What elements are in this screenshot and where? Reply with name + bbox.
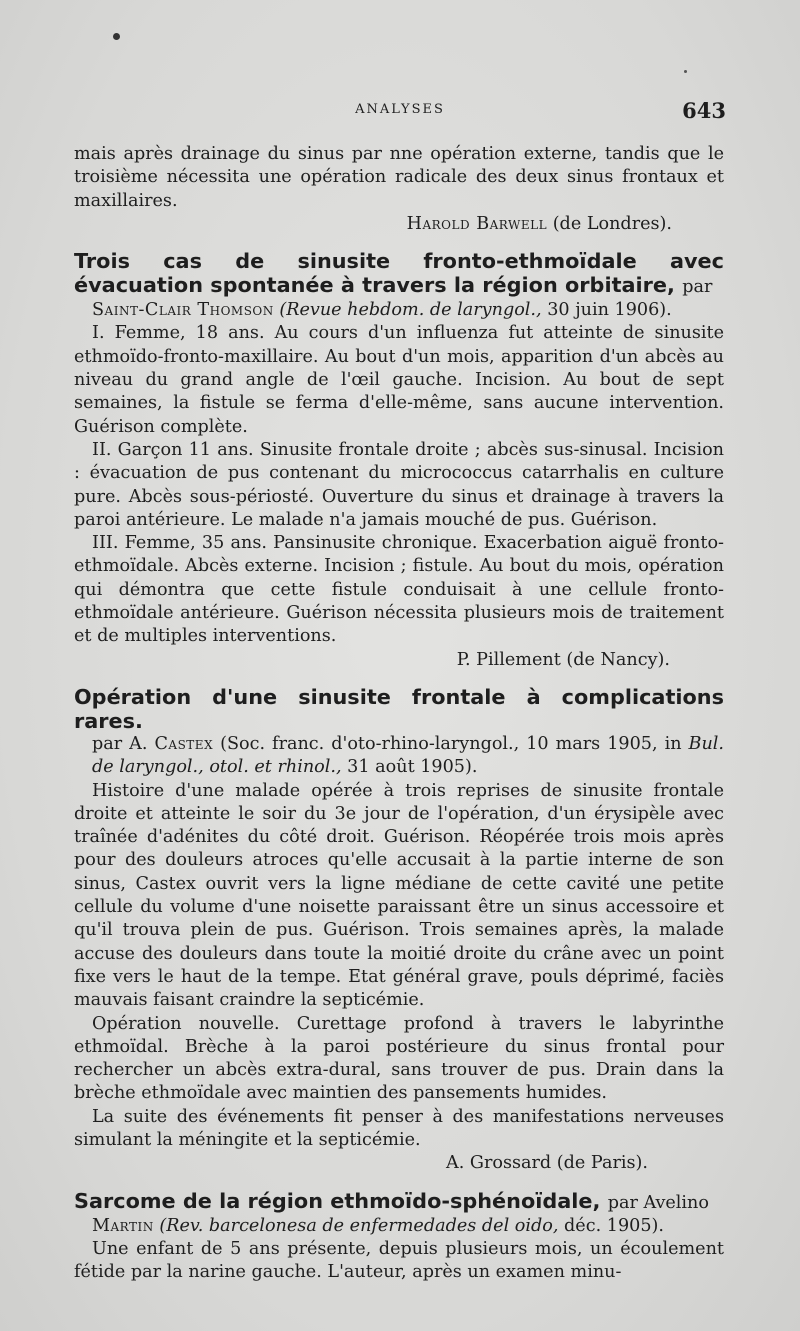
article-continuation — [74, 143, 724, 236]
running-head: ANALYSES — [355, 102, 445, 117]
signature — [74, 1152, 724, 1175]
citation-author: Martin — [92, 1215, 154, 1236]
signature-place: (de Nancy). — [566, 649, 670, 670]
citation-journal: Bul. de laryngol., otol. et rhinol., — [92, 733, 725, 778]
signature-place: (de Londres). — [552, 213, 672, 234]
page-header — [74, 98, 726, 124]
citation — [74, 299, 724, 322]
citation-source: (Soc. franc. d'oto-rhino-laryngol., 10 mars 1905, in — [220, 733, 682, 754]
article-trois-cas — [74, 249, 724, 672]
article-title: Opération d'une sinusite frontale à complications rares. — [74, 684, 724, 733]
citation-author: Castex — [154, 733, 214, 754]
paragraph-1: Histoire d'une malade opérée à trois reprises de sinusite frontale droite et atteinte le soir du 3e jour de l'opération, d'un érysipèle avec traînée d'adénites du côté droit. Guérison. Réopérée trois mois après pour des douleurs atroces qu'elle accusait à la partie interne de son sinus, Castex ouvrit vers la ligne médiane de cette cavité une petite cellule du volume d'une noisette paraissant être un sinus accessoire et qu'il trouva plein de pus. Guérison. Trois semaines après, la malade accuse des douleurs dans toute la moitié droite du crâne avec un point fixe vers le haut de la tempe. Etat général grave, pouls déprimé, faciès mauvais faisant craindre la septicémie. — [74, 780, 724, 1011]
continuation-text: mais après drainage du sinus par nne opération externe, tandis que le troisième nécessita une opération radicale des deux sinus frontaux et maxillaires. — [74, 144, 724, 211]
signature-place: (de Paris). — [556, 1153, 648, 1174]
ink-speck — [684, 70, 687, 73]
page-content — [74, 143, 724, 1284]
paragraph-2: Opération nouvelle. Curettage profond à travers le labyrinthe ethmoïdal. Brèche à la paroi postérieure du sinus frontal pour rechercher un abcès extra-dural, sans trouver de pus. Drain dans la brèche ethmoïdale avec maintien des pansements humides. — [74, 1013, 724, 1104]
title-par: par — [682, 277, 713, 298]
ink-dot — [113, 33, 120, 40]
article-title — [74, 1189, 724, 1215]
citation-date: 30 juin 1906). — [547, 300, 672, 321]
citation-journal: (Rev. barcelonesa de enfermedades del oido, — [159, 1215, 559, 1236]
title-par: par Avelino — [607, 1192, 709, 1213]
case-2: II. Garçon 11 ans. Sinusite frontale droite ; abcès sus-sinusal. Incision : évacuation de pus contenant du micrococcus catarrhalis en culture pure. Abcès sous-périosté. Ouverture du sinus et drainage à travers la paroi antérieure. Le malade n'a jamais mouché de pus. Guérison. — [74, 439, 724, 530]
signature-author: P. Pillement — [456, 649, 561, 670]
citation-journal: (Revue hebdom. de laryngol., — [279, 300, 542, 321]
case-1: I. Femme, 18 ans. Au cours d'un influenza fut atteinte de sinusite ethmoïdo-fronto-maxillaire. Au bout d'un mois, apparition d'un abcès au niveau du grand angle de l'œil gauche. Incision. Au bout de sept semaines, la fistule se ferma d'elle-même, sans aucune intervention. Guérison complète. — [74, 323, 724, 437]
page-number: 643 — [682, 98, 726, 123]
title-text: Sarcome de la région ethmoïdo-sphénoïdale, — [74, 1188, 601, 1213]
title-text: Trois cas de sinusite fronto-ethmoïdale avec évacuation spontanée à travers la région orbitaire, — [74, 249, 724, 298]
citation — [74, 733, 724, 780]
article-operation — [74, 685, 724, 1176]
signature — [74, 213, 724, 236]
article-sarcome — [74, 1189, 724, 1285]
citation-date: 31 août 1905). — [347, 757, 478, 778]
case-3: III. Femme, 35 ans. Pansinusite chronique. Exacerbation aiguë fronto-ethmoïdale. Abcès externe. Incision ; fistule. Au bout du mois, opération qui démontra que cette fistule conduisait à une cellule fronto-ethmoïdale antérieure. Guérison nécessita plusieurs mois de traitement et de multiples interventions. — [74, 533, 724, 647]
citation — [74, 1215, 724, 1238]
citation-date: déc. 1905). — [564, 1215, 664, 1236]
signature-author: Harold Barwell — [406, 213, 548, 234]
citation-par: par A. — [92, 733, 148, 754]
signature-author: A. Grossard — [446, 1153, 552, 1174]
citation-author: Saint-Clair Thomson — [92, 300, 274, 321]
paragraph-3: La suite des événements fit penser à des manifestations nerveuses simulant la méningite et la septicémie. — [74, 1106, 724, 1150]
article-title — [74, 249, 724, 299]
paragraph-1: Une enfant de 5 ans présente, depuis plusieurs mois, un écoulement fétide par la narine gauche. L'auteur, après un examen minu- — [74, 1238, 724, 1283]
signature — [74, 649, 724, 672]
